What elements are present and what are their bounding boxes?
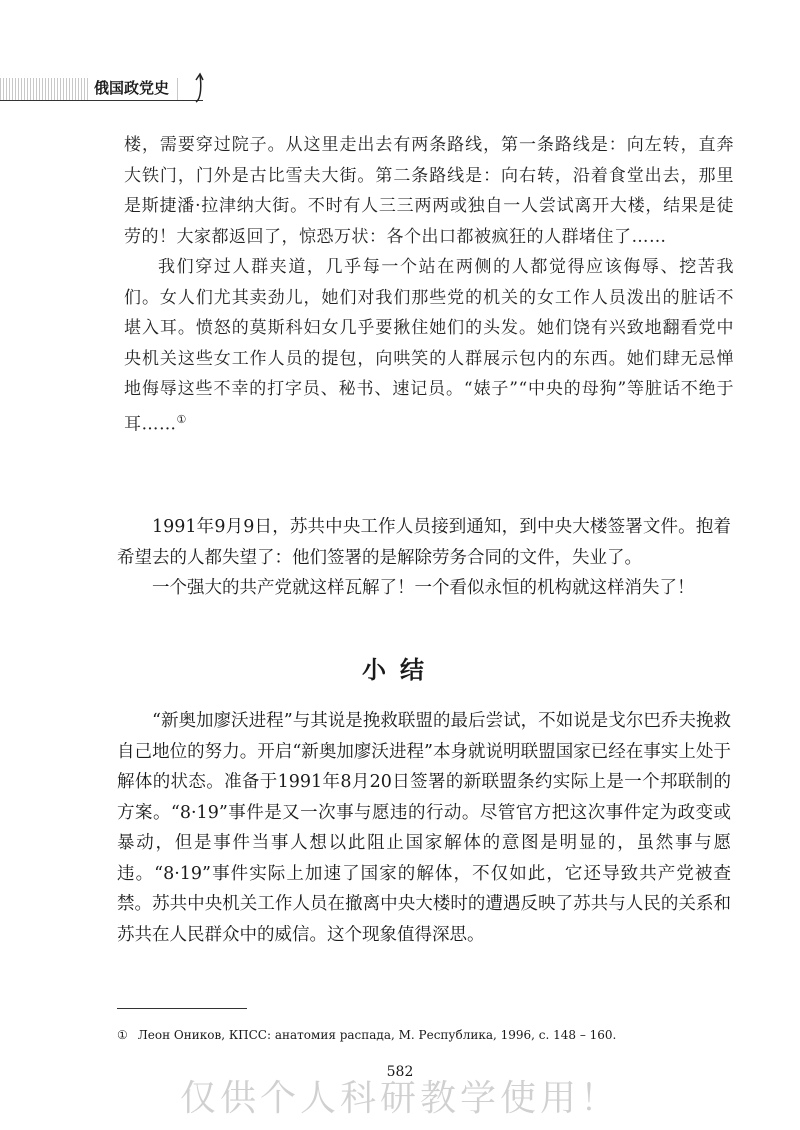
quote-paragraph-1: 楼，需要穿过院子。从这里走出去有两条路线，第一条路线是：向左转，直奔大铁门，门外是古比雪夫大街。第二条路线是：向右转，沿着食堂出去，那里是斯捷潘·拉津纳大街。不时有人三三两两或独自一人尝试离开大楼，结果是徒劳的！大家都返回了，惊恐万状：各个出口都被疯狂的人群堵住了…… (124, 135, 734, 247)
body-paragraph-1: 1991年9月9日，苏共中央工作人员接到通知，到中央大楼签署文件。抱着希望去的人都失望了：他们签署的是解除劳务合同的文件，失业了。 (117, 517, 731, 568)
page-number: 582 (386, 1064, 414, 1080)
footnote-rule (117, 1008, 247, 1009)
body-text (117, 512, 731, 604)
summary-paragraph: “新奥加廖沃进程”与其说是挽救联盟的最后尝试，不如说是戈尔巴乔夫挽救自己地位的努力。开启“新奥加廖沃进程”本身就说明联盟国家已经在事实上处于解体的状态。准备于1991年8月20日签署的新联盟条约实际上是一个邦联制的方案。“8·19”事件是又一次事与愿违的行动。尽管官方把这次事件定为政变或暴动，但是事件当事人想以此阻止国家解体的意图是明显的，虽然事与愿违。“8·19”事件实际上加速了国家的解体，不仅如此，它还导致共产党被查禁。苏共中央机关工作人员在撤离中央大楼时的遭遇反映了苏共与人民的关系和苏共在人民群众中的威信。这个现象值得深思。 (117, 711, 731, 945)
footnote-reference: ① (176, 412, 187, 426)
running-header-title: 俄国政党史 (88, 76, 177, 100)
summary-text (117, 706, 731, 950)
footnote-mark: ① (117, 1028, 128, 1042)
quote-paragraph-2: 我们穿过人群夹道，几乎每一个站在两侧的人都觉得应该侮辱、挖苦我们。女人们尤其卖劲儿，她们对我们那些党的机关的女工作人员泼出的脏话不堪入耳。愤怒的莫斯科妇女几乎要揪住她们的头发。她们饶有兴致地翻看党中央机关这些女工作人员的提包，向哄笑的人群展示包内的东西。她们肆无忌惮地侮辱这些不幸的打字员、秘书、速记员。“婊子”“中央的母狗”等脏话不绝于耳……① (124, 257, 734, 435)
block-quote (124, 130, 734, 440)
watermark: 仅供个人科研教学使用！ (179, 1078, 620, 1119)
section-heading: 小结 (362, 656, 438, 684)
footnote (117, 1028, 737, 1042)
body-paragraph-2: 一个强大的共产党就这样瓦解了！一个看似永恒的机构就这样消失了！ (152, 578, 695, 598)
footnote-text: Леон Оников, КПСС: анатомия распада, М. Республика, 1996, с. 148 – 160. (137, 1028, 617, 1042)
arrow-up-icon (193, 72, 207, 104)
header-rule (0, 100, 203, 101)
